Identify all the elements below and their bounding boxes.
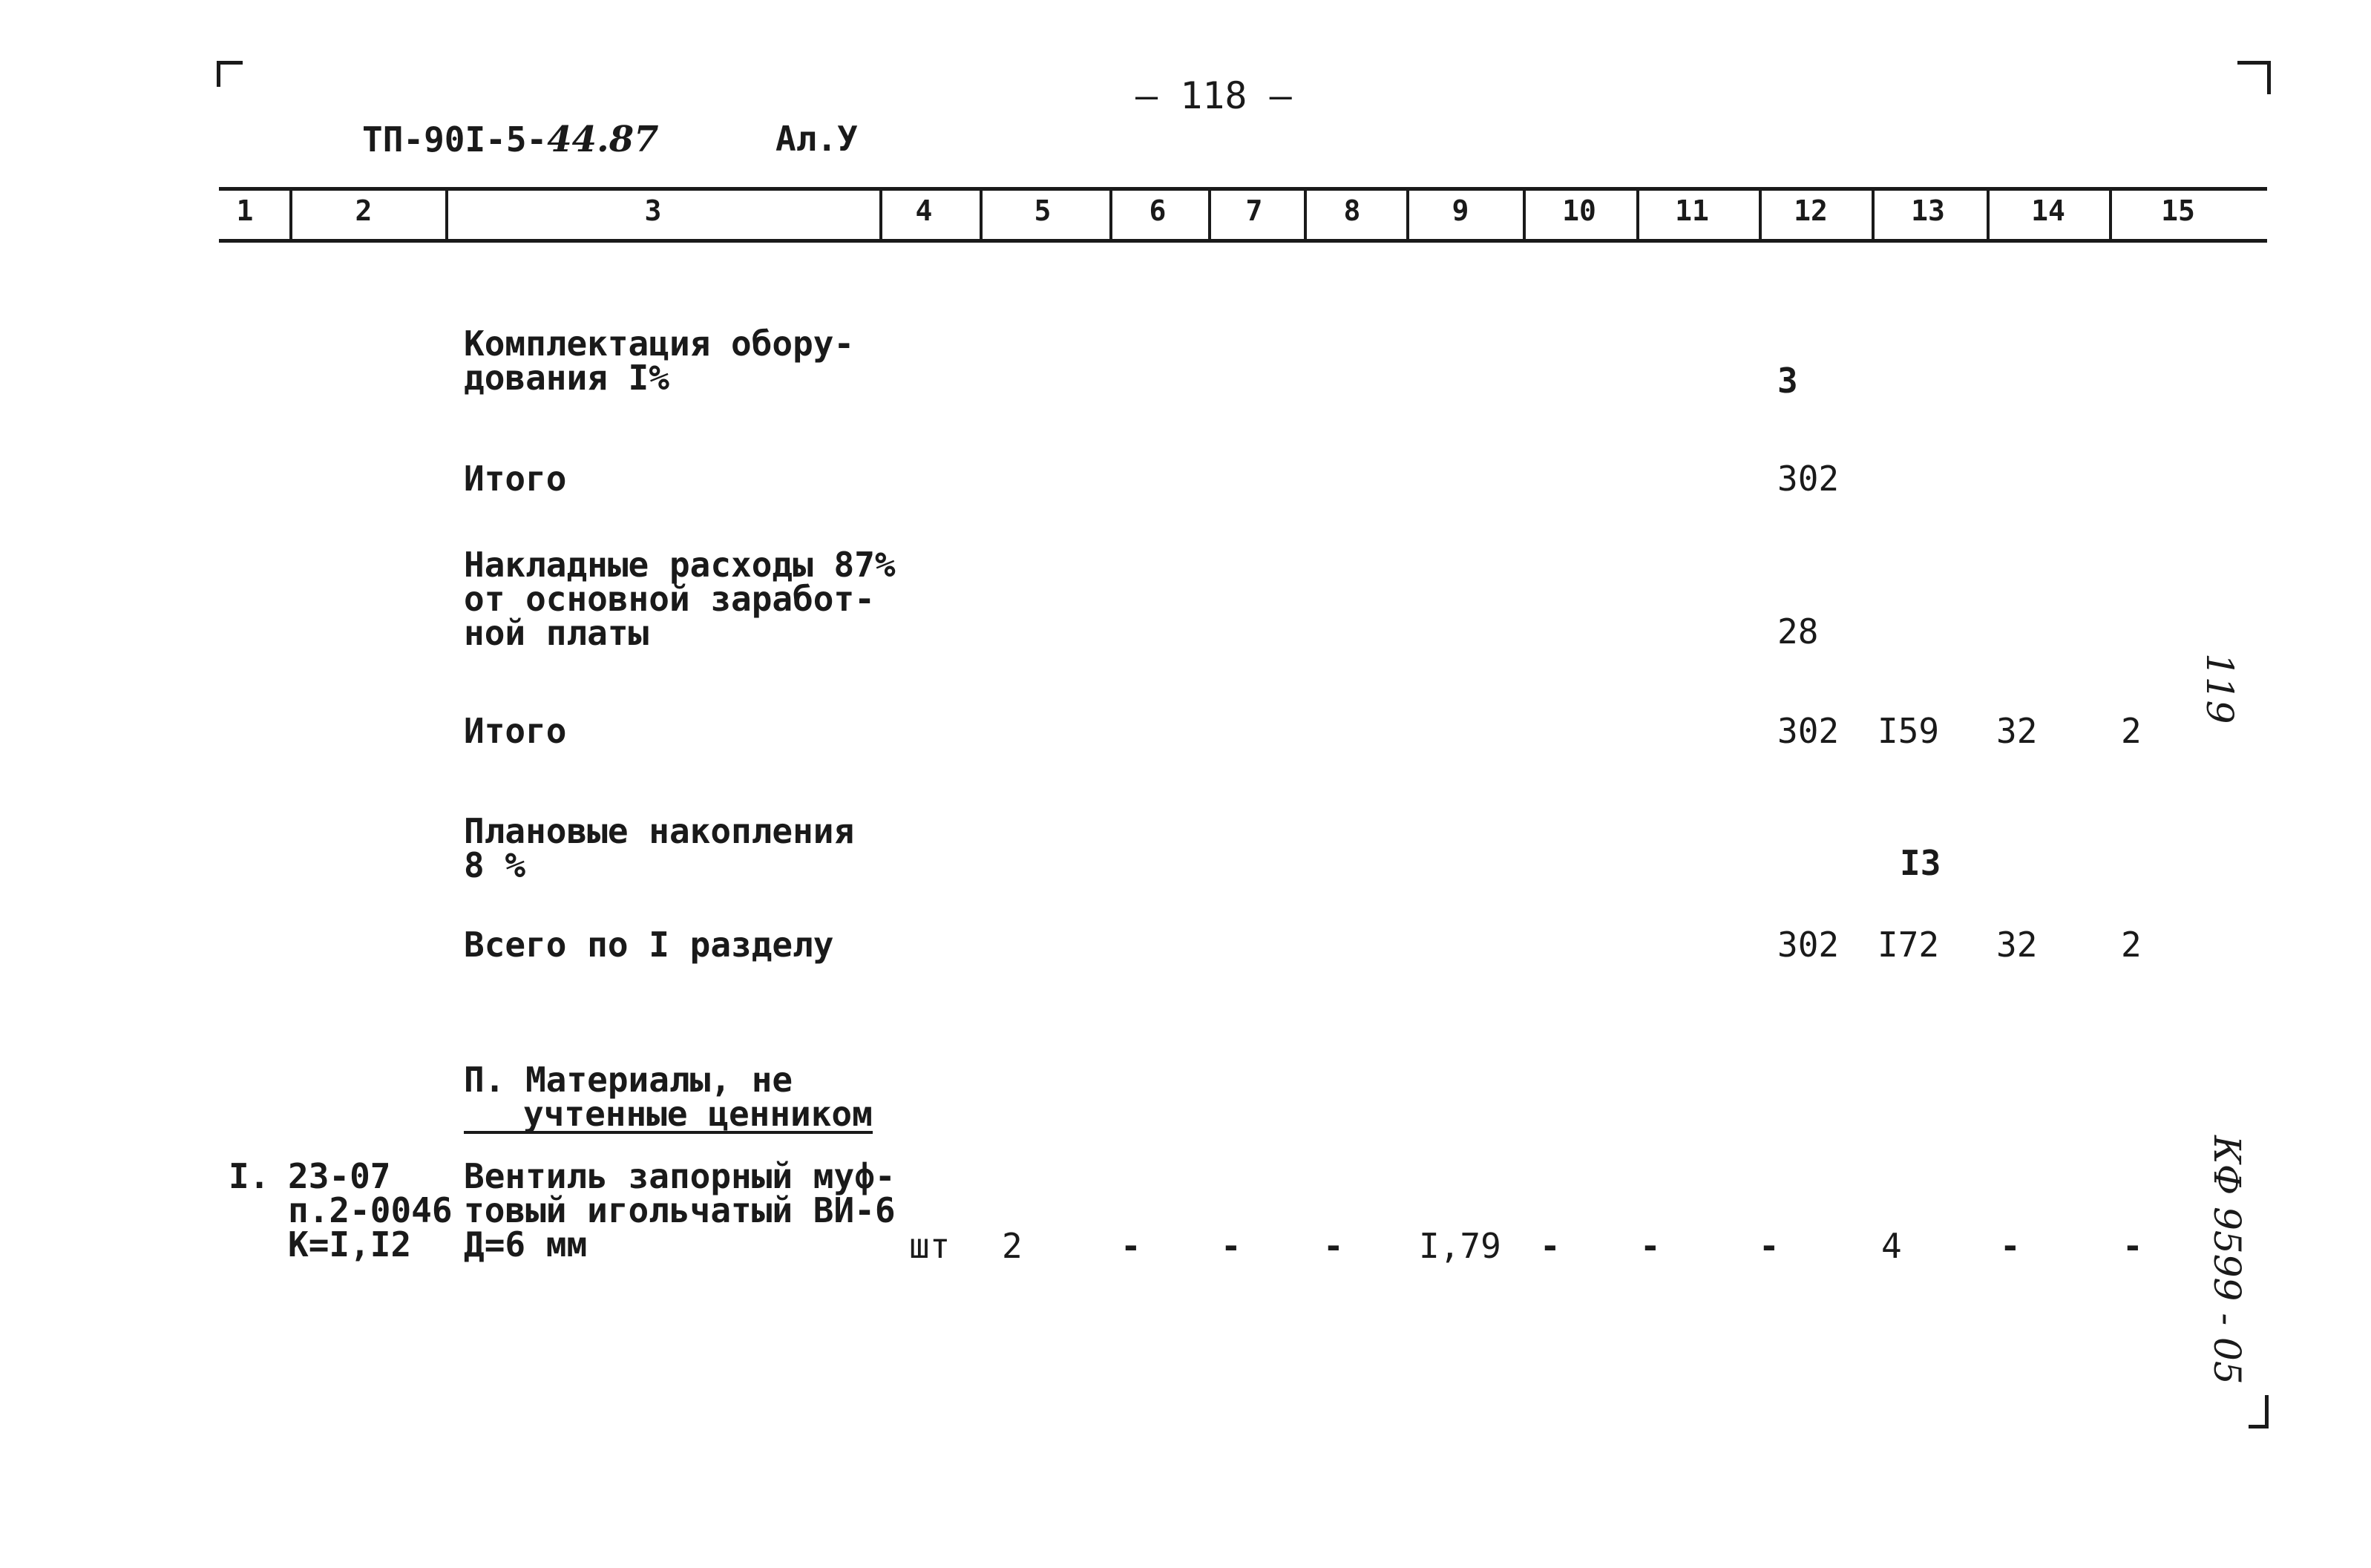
col-divider	[2109, 187, 2112, 243]
row-value-col12: 302	[1777, 459, 1840, 499]
row-value-col12: 302	[1777, 711, 1840, 751]
header-top-line	[219, 187, 2267, 191]
col-divider	[1109, 187, 1112, 243]
col-divider	[1987, 187, 1990, 243]
row-text-line: Плановые накопления	[464, 811, 855, 851]
column-number: 4	[915, 194, 933, 227]
item-col13: 4	[1881, 1226, 1902, 1266]
row-value-col13: I3	[1900, 843, 1941, 883]
row-value-col14: 32	[1996, 711, 2038, 751]
row-description: Всего по I разделу	[464, 925, 834, 965]
col-divider	[879, 187, 882, 243]
col-divider	[289, 187, 292, 243]
margin-page-number: 119	[2198, 653, 2241, 724]
column-number: 10	[1562, 194, 1596, 227]
row-value-col12: 28	[1777, 611, 1819, 652]
item-col7: -	[1221, 1226, 1242, 1266]
column-number: 8	[1343, 194, 1361, 227]
column-number: 2	[355, 194, 373, 227]
row-description	[464, 811, 855, 885]
item-col12: -	[1759, 1226, 1780, 1266]
item-code-line: 23-07	[288, 1156, 391, 1196]
row-description	[464, 545, 896, 653]
item-col11: -	[1640, 1226, 1661, 1266]
corner-mark-top-left	[217, 61, 243, 87]
col-divider	[1208, 187, 1211, 243]
album-label: Ал.У	[775, 119, 858, 159]
column-number: 11	[1675, 194, 1709, 227]
section-heading-line: П. Материалы, не	[464, 1060, 793, 1100]
row-value-col13: I59	[1878, 711, 1940, 751]
page-number: — 118 —	[1135, 74, 1292, 117]
row-value-col12: 3	[1777, 361, 1798, 401]
column-number: 12	[1794, 194, 1828, 227]
row-text-line: 8 %	[464, 845, 526, 885]
col-divider	[1304, 187, 1307, 243]
header-bottom-line	[219, 239, 2267, 243]
corner-mark-bottom-right	[2249, 1395, 2269, 1428]
margin-archive-code: КФ 9599 - 05	[2206, 1135, 2249, 1385]
row-text-line: Накладные расходы 87%	[464, 545, 896, 585]
item-col14: -	[2000, 1226, 2021, 1266]
row-value-col13: I72	[1878, 925, 1940, 965]
section-heading	[464, 1060, 873, 1134]
item-code-line: К=I,I2	[288, 1224, 412, 1264]
column-number: 6	[1149, 194, 1167, 227]
row-value-col14: 32	[1996, 925, 2038, 965]
col-divider	[1759, 187, 1762, 243]
col-divider	[1872, 187, 1875, 243]
column-number: 3	[644, 194, 662, 227]
col-divider	[980, 187, 983, 243]
document-code-handwritten: 44.87	[547, 119, 659, 160]
item-col10: -	[1540, 1226, 1561, 1266]
row-description: Итого	[464, 459, 567, 499]
col-divider	[1523, 187, 1526, 243]
column-number: 13	[1911, 194, 1945, 227]
row-text-line: дования I%	[464, 358, 669, 398]
corner-mark-top-right	[2237, 61, 2271, 94]
row-value-col15: 2	[2121, 925, 2142, 965]
column-number: 1	[236, 194, 254, 227]
item-col5: 2	[1002, 1226, 1023, 1266]
col-divider	[1406, 187, 1409, 243]
item-name-line: Д=6 мм	[464, 1224, 588, 1264]
item-code	[288, 1156, 453, 1264]
item-unit: шт	[909, 1226, 951, 1266]
item-col15: -	[2122, 1226, 2143, 1266]
item-name-line: Вентиль запорный муф-	[464, 1156, 896, 1196]
section-heading-line: учтенные ценником	[464, 1097, 873, 1134]
item-col6: -	[1121, 1226, 1141, 1266]
item-code-line: п.2-0046	[288, 1190, 453, 1230]
column-number: 5	[1034, 194, 1052, 227]
column-number: 14	[2031, 194, 2065, 227]
col-divider	[445, 187, 448, 243]
column-number: 15	[2161, 194, 2195, 227]
column-number: 9	[1452, 194, 1469, 227]
item-col8: -	[1323, 1226, 1344, 1266]
row-text-line: ной платы	[464, 613, 649, 653]
row-text-line: от основной заработ-	[464, 579, 875, 619]
document-code	[362, 119, 659, 160]
row-value-col15: 2	[2121, 711, 2142, 751]
row-text-line: Комплектация обору-	[464, 324, 855, 364]
document-code-prefix: ТП-90I-5-	[362, 119, 548, 160]
col-divider	[1636, 187, 1639, 243]
row-description: Итого	[464, 711, 567, 751]
column-number: 7	[1245, 194, 1263, 227]
item-col9: I,79	[1419, 1226, 1501, 1266]
item-name-line: товый игольчатый ВИ-6	[464, 1190, 896, 1230]
item-number: I.	[229, 1156, 270, 1196]
row-description	[464, 324, 855, 398]
row-value-col12: 302	[1777, 925, 1840, 965]
item-name	[464, 1156, 896, 1264]
